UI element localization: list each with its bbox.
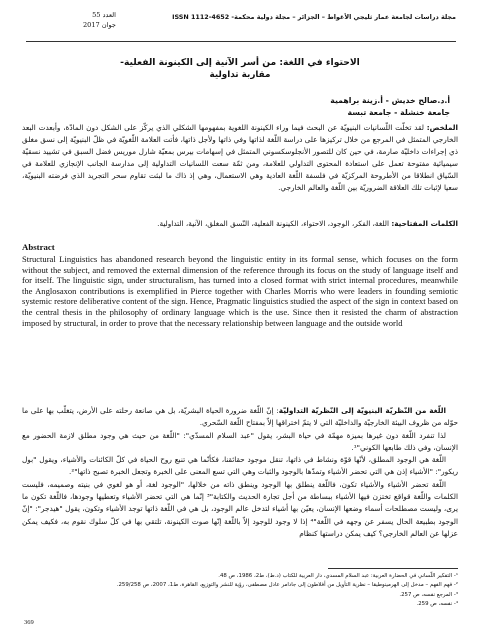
footnote-item: ³- المرجع نفسه، ص 257. bbox=[399, 591, 458, 598]
footnote-item: ²- فهم الفهم – مدخل إلى الهرمينوطيقا – نظرية التأويل من أفلاطون إلى جادامر عادل مصطفى، رؤية للنشر والتوزيع، القاهرة، ط1، 2007، ص 259/258. bbox=[116, 582, 458, 589]
author-affiliation: جامعة خنشلة - جامعة تبسة bbox=[347, 108, 450, 117]
arabic-keywords-label: الكلمات المفتاحية: bbox=[391, 219, 458, 228]
footnote-item: ⁴- نفسه، ص 259. bbox=[416, 601, 458, 608]
paragraph-text: اللّغة هي الوجود المطلق، لأنّها قوّة ونشاط في ذاتها، تنقل موجود حقائقنا، فكأنّما هي تنبع روح الحياة في كلّ الكائنات والأشياء، ويقول "بول ريكور": "الأشياء إذن هي التي تحضر الأشياء وتمدّها بالوجود والثبات وهي التي تسع المعنى على الخبرة وتجعل الخبرة تصبح ذاتها"². bbox=[22, 455, 458, 477]
page-number: 369 bbox=[24, 619, 34, 626]
section-heading: اللّغة من النّظريّة البنيويّة إلى النّظريّة التداوليّة bbox=[278, 406, 447, 415]
english-abstract-text: Structural Linguistics has abandoned research beyond the linguistic entity in its formal sense, which focuses on the form without the subject, and removed the external dimension of the reference through its focus on the study of language itself and for itself. The linguistic sign, under structuralism, has turned into a closed format with strict internal procedures, meanwhile the Anglosaxon contributions is exemplified in Pierce together with Charles Morris who were leaders in founding semiotic systemic restore deliberative content of the sign. Hence, Pragmatic linguistics studied the aspect of the sign in context based on the central thesis in the philosophy of ordinary language which is the use. Since then it resisted the charm of abstraction imposed by structural, in order to prove that the necessary relationship between language and the outside world bbox=[22, 254, 458, 328]
footnotes bbox=[22, 572, 458, 610]
date-label: جوان 2017 bbox=[82, 21, 116, 29]
body-paragraph bbox=[22, 405, 458, 430]
title-block bbox=[20, 56, 460, 82]
arabic-abstract-label: الملخص: bbox=[426, 123, 459, 132]
article-subtitle: مقاربة تداولية bbox=[209, 70, 271, 80]
body-paragraph bbox=[22, 454, 458, 479]
paragraph-text: : إنّ اللّغة ضرورة الحياة البشريّة، بل هي صانعة رحلته على الأرض، يتغلّب بها على ما حوّله من ظروف البيئة الخارجيّة والداخليّة التي لا يتمّ اختراقها إلاّ بمفتاح اللّغة السّحري. bbox=[22, 406, 458, 428]
article-body bbox=[22, 405, 458, 540]
issue-label: العدد 55 bbox=[92, 11, 116, 19]
article-title: الاحتواء في اللغة: من أسر الآنية إلى الكينونة الفعلية- bbox=[120, 57, 360, 68]
arabic-keywords bbox=[22, 218, 458, 230]
footnote-divider bbox=[328, 568, 458, 569]
journal-name: مجلة دراسات لجامعة عمار ثليجي الأغواط – الجزائر – مجلة دولية محكمة- ISSN 1112-4652 bbox=[172, 13, 456, 21]
arabic-keywords-text: اللغة، الفكر، الوجود، الاحتواء، الكينونة الفعلية، النّسق المغلق، الآنية، التداولية. bbox=[157, 219, 390, 228]
body-paragraph bbox=[22, 479, 458, 540]
arabic-abstract bbox=[22, 122, 458, 195]
author-names: أ.د.صالح خديش - أ.زينة براهمية bbox=[330, 96, 450, 105]
body-paragraph bbox=[22, 430, 458, 455]
author-block bbox=[330, 95, 450, 119]
paragraph-text: لذا تنفرد اللّغة دون غيرها بميزة مهمّة في حياة البشر، يقول "عبد السلام المسدّي": "اللّغة من حيث هي وجود مطلق لازمة الحضور مع الإنسان، وفي ذلك طابعها الكوني"¹. bbox=[22, 430, 458, 452]
paragraph-text: اللّغة تحضر الأشياء والأشياء تكون، فاللّغة ينطلق بها الوجود وينطق ذاته من خلالها، "الوجود لغة، أو هو لغوي في بنيته وصميمه، فليست الكلمات واللّغة قواقع تختزن فيها الأشياء ببساطة من أجل تجارة الحديث والكتابة"³ إنّما هي التي تحضر الأشياء وتعطيها وجودها، فاللّغة تكون ما يرى، وليست مصطلحات أسماء وضعها الإنسان، يعيّن بها أشياء لتدخل عالم الوجود، بل هي في اللّغة ذاتها توجد الأشياء وتكون، يقول "هيدجر": "إنّ الوجود بطبيعة الحال يسفر عن وجهه في اللّغة"⁴ إذا لا وجود للوجود إلاّ باللّغة إنّها صوت الكينونة، تلتقي بها في كلّ سلوك نقوم به، فكيف يمكن عزلها عن العالم الخارجي؟ كيف يمكن دراستها كنظام bbox=[22, 479, 458, 538]
arabic-abstract-text: لقد تخلّت اللّسانيات البنيويّة عن البحث فيما وراء الكينونة اللغوية بمفهومها الشكلي الذي يركّز على الشكل دون المادّة، وأبعدت البعد الخارجي المتمثل في المرجع من خلال تركيزها على دراسة اللّغة لذاتها وفي ذاتها ولأجل ذاتها، فأتت العلامة اللّغويّة في ظلّ البنيويّة إلى نسق مغلق ذي إجراءات داخليّة صارمة، في حين كان للتصور الأنجلوسكسوني المتمثل في إسهامات بيرس بمعيّة شارل موريس فضل السبق في تشييد نسقيّة سيميائية مفتوحة تعمل على استعادة المحتوى التداولي للعلامة، ومن ثمّة سعت اللسانيات التداولية إلى مدارسة الجانب الإنجازي للعلامة في السّياق انطلاقا من الأطروحة المركزيّة في فلسفة اللّغة العادية وهي الاستعمال، وهي إذ ذاك ما لبثت تقاوم سحر التجريد الذي فرضته البنيويّة، سعيا لإثبات تلك العلاقة الضروريّة بين اللّغة والعالم الخارجي. bbox=[22, 123, 458, 193]
english-abstract-heading: Abstract bbox=[22, 242, 55, 252]
header-divider bbox=[26, 41, 456, 42]
footnote-item: ¹- التفكير اللّساني في الحضارة العربية: عبد السلام المسدي، دار العربية للكتاب (د.ط)، ط2، 1986، ص 48. bbox=[218, 573, 458, 579]
issue-info bbox=[26, 10, 116, 30]
page-header bbox=[26, 10, 456, 40]
